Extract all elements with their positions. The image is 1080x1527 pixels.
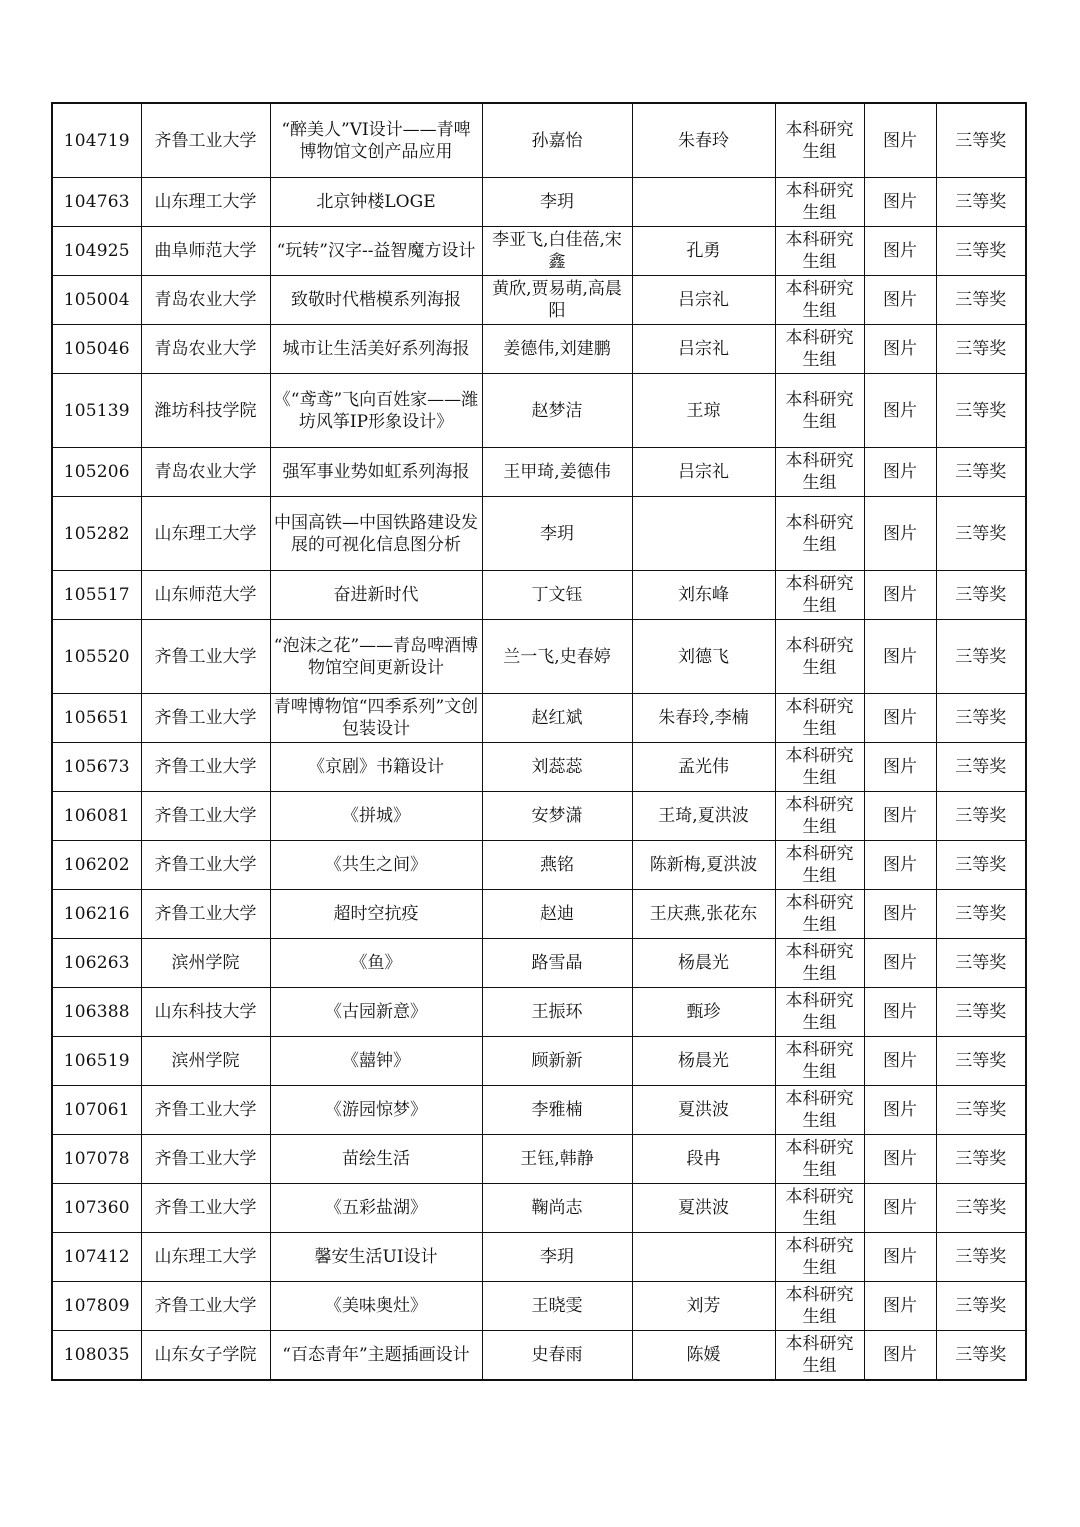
group-cell: 本科研究生组 (775, 227, 864, 276)
advisor-cell: 王琼 (632, 374, 775, 448)
award-id-cell: 106202 (52, 841, 141, 890)
table-row (52, 103, 1026, 178)
award-id-cell: 107412 (52, 1233, 141, 1282)
advisor-cell: 夏洪波 (632, 1184, 775, 1233)
group-cell: 本科研究生组 (775, 325, 864, 374)
award-level-cell: 三等奖 (936, 620, 1026, 694)
award-id-cell: 105004 (52, 276, 141, 325)
authors-cell: 李玥 (482, 1233, 632, 1282)
advisor-cell: 孟光伟 (632, 743, 775, 792)
work-title-cell: “玩转”汉字--益智魔方设计 (270, 227, 482, 276)
table-row (52, 325, 1026, 374)
group-cell: 本科研究生组 (775, 103, 864, 178)
category-cell: 图片 (864, 325, 936, 374)
advisor-cell: 刘德飞 (632, 620, 775, 694)
group-cell: 本科研究生组 (775, 1086, 864, 1135)
award-id-cell: 105520 (52, 620, 141, 694)
authors-cell: 刘蕊蕊 (482, 743, 632, 792)
award-id-cell: 104925 (52, 227, 141, 276)
category-cell: 图片 (864, 1331, 936, 1381)
school-cell: 滨州学院 (141, 1037, 270, 1086)
work-title-cell: “百态青年”主题插画设计 (270, 1331, 482, 1381)
work-title-cell: 《共生之间》 (270, 841, 482, 890)
category-cell: 图片 (864, 103, 936, 178)
table-row (52, 571, 1026, 620)
category-cell: 图片 (864, 1282, 936, 1331)
school-cell: 齐鲁工业大学 (141, 694, 270, 743)
award-level-cell: 三等奖 (936, 988, 1026, 1037)
category-cell: 图片 (864, 1184, 936, 1233)
category-cell: 图片 (864, 227, 936, 276)
award-level-cell: 三等奖 (936, 103, 1026, 178)
award-id-cell: 105206 (52, 448, 141, 497)
advisor-cell: 夏洪波 (632, 1086, 775, 1135)
table-row (52, 743, 1026, 792)
table-row (52, 1331, 1026, 1381)
award-level-cell: 三等奖 (936, 1184, 1026, 1233)
authors-cell: 王甲琦,姜德伟 (482, 448, 632, 497)
award-level-cell: 三等奖 (936, 325, 1026, 374)
group-cell: 本科研究生组 (775, 1331, 864, 1381)
award-id-cell: 105517 (52, 571, 141, 620)
school-cell: 齐鲁工业大学 (141, 620, 270, 694)
advisor-cell: 刘芳 (632, 1282, 775, 1331)
awards-table-body (52, 103, 1026, 1380)
group-cell: 本科研究生组 (775, 1282, 864, 1331)
authors-cell: 黄欣,贾易萌,高晨阳 (482, 276, 632, 325)
authors-cell: 李玥 (482, 497, 632, 571)
group-cell: 本科研究生组 (775, 374, 864, 448)
award-id-cell: 106263 (52, 939, 141, 988)
table-row (52, 374, 1026, 448)
award-level-cell: 三等奖 (936, 1331, 1026, 1381)
authors-cell: 丁文钰 (482, 571, 632, 620)
table-row (52, 620, 1026, 694)
authors-cell: 鞠尚志 (482, 1184, 632, 1233)
school-cell: 齐鲁工业大学 (141, 743, 270, 792)
work-title-cell: 苗绘生活 (270, 1135, 482, 1184)
authors-cell: 李亚飞,白佳蓓,宋鑫 (482, 227, 632, 276)
school-cell: 齐鲁工业大学 (141, 1135, 270, 1184)
work-title-cell: 馨安生活UI设计 (270, 1233, 482, 1282)
work-title-cell: 青啤博物馆“四季系列”文创包装设计 (270, 694, 482, 743)
school-cell: 滨州学院 (141, 939, 270, 988)
work-title-cell: “醉美人”VI设计——青啤博物馆文创产品应用 (270, 103, 482, 178)
advisor-cell (632, 178, 775, 227)
table-row (52, 1233, 1026, 1282)
advisor-cell: 孔勇 (632, 227, 775, 276)
award-id-cell: 104763 (52, 178, 141, 227)
advisor-cell: 杨晨光 (632, 939, 775, 988)
advisor-cell: 王庆燕,张花东 (632, 890, 775, 939)
authors-cell: 姜德伟,刘建鹏 (482, 325, 632, 374)
table-row (52, 1282, 1026, 1331)
work-title-cell: 奋进新时代 (270, 571, 482, 620)
work-title-cell: 《囍钟》 (270, 1037, 482, 1086)
table-row (52, 448, 1026, 497)
advisor-cell: 朱春玲 (632, 103, 775, 178)
group-cell: 本科研究生组 (775, 988, 864, 1037)
award-level-cell: 三等奖 (936, 1282, 1026, 1331)
table-row (52, 988, 1026, 1037)
group-cell: 本科研究生组 (775, 497, 864, 571)
advisor-cell: 吕宗礼 (632, 325, 775, 374)
authors-cell: 顾新新 (482, 1037, 632, 1086)
award-level-cell: 三等奖 (936, 694, 1026, 743)
group-cell: 本科研究生组 (775, 620, 864, 694)
group-cell: 本科研究生组 (775, 743, 864, 792)
category-cell: 图片 (864, 743, 936, 792)
category-cell: 图片 (864, 988, 936, 1037)
award-id-cell: 106519 (52, 1037, 141, 1086)
school-cell: 齐鲁工业大学 (141, 1184, 270, 1233)
table-row (52, 1037, 1026, 1086)
school-cell: 齐鲁工业大学 (141, 792, 270, 841)
category-cell: 图片 (864, 1135, 936, 1184)
category-cell: 图片 (864, 1233, 936, 1282)
authors-cell: 孙嘉怡 (482, 103, 632, 178)
school-cell: 青岛农业大学 (141, 276, 270, 325)
work-title-cell: 中国高铁—中国铁路建设发展的可视化信息图分析 (270, 497, 482, 571)
award-level-cell: 三等奖 (936, 1037, 1026, 1086)
advisor-cell: 朱春玲,李楠 (632, 694, 775, 743)
award-id-cell: 105282 (52, 497, 141, 571)
school-cell: 齐鲁工业大学 (141, 103, 270, 178)
work-title-cell: 北京钟楼LOGE (270, 178, 482, 227)
category-cell: 图片 (864, 374, 936, 448)
table-row (52, 694, 1026, 743)
group-cell: 本科研究生组 (775, 1184, 864, 1233)
advisor-cell: 王琦,夏洪波 (632, 792, 775, 841)
award-level-cell: 三等奖 (936, 1233, 1026, 1282)
category-cell: 图片 (864, 448, 936, 497)
award-id-cell: 105139 (52, 374, 141, 448)
category-cell: 图片 (864, 1086, 936, 1135)
award-level-cell: 三等奖 (936, 841, 1026, 890)
category-cell: 图片 (864, 178, 936, 227)
work-title-cell: 《古园新意》 (270, 988, 482, 1037)
group-cell: 本科研究生组 (775, 448, 864, 497)
school-cell: 曲阜师范大学 (141, 227, 270, 276)
advisor-cell: 吕宗礼 (632, 276, 775, 325)
work-title-cell: 《“鸢鸢”飞向百姓家——潍坊风筝IP形象设计》 (270, 374, 482, 448)
school-cell: 山东女子学院 (141, 1331, 270, 1381)
advisor-cell (632, 1233, 775, 1282)
school-cell: 山东理工大学 (141, 178, 270, 227)
work-title-cell: 《拼城》 (270, 792, 482, 841)
authors-cell: 路雪晶 (482, 939, 632, 988)
authors-cell: 王振环 (482, 988, 632, 1037)
work-title-cell: 致敬时代楷模系列海报 (270, 276, 482, 325)
authors-cell: 赵红斌 (482, 694, 632, 743)
school-cell: 山东师范大学 (141, 571, 270, 620)
table-row (52, 227, 1026, 276)
category-cell: 图片 (864, 694, 936, 743)
awards-table (51, 102, 1027, 1381)
school-cell: 齐鲁工业大学 (141, 841, 270, 890)
table-row (52, 792, 1026, 841)
authors-cell: 王晓雯 (482, 1282, 632, 1331)
award-level-cell: 三等奖 (936, 497, 1026, 571)
category-cell: 图片 (864, 841, 936, 890)
advisor-cell (632, 497, 775, 571)
award-id-cell: 104719 (52, 103, 141, 178)
table-row (52, 276, 1026, 325)
category-cell: 图片 (864, 792, 936, 841)
work-title-cell: “泡沫之花”——青岛啤酒博物馆空间更新设计 (270, 620, 482, 694)
award-level-cell: 三等奖 (936, 939, 1026, 988)
advisor-cell: 杨晨光 (632, 1037, 775, 1086)
award-level-cell: 三等奖 (936, 743, 1026, 792)
table-row (52, 1184, 1026, 1233)
award-id-cell: 106388 (52, 988, 141, 1037)
award-level-cell: 三等奖 (936, 374, 1026, 448)
group-cell: 本科研究生组 (775, 1135, 864, 1184)
school-cell: 青岛农业大学 (141, 325, 270, 374)
award-level-cell: 三等奖 (936, 571, 1026, 620)
group-cell: 本科研究生组 (775, 1037, 864, 1086)
authors-cell: 赵迪 (482, 890, 632, 939)
table-row (52, 178, 1026, 227)
work-title-cell: 《京剧》书籍设计 (270, 743, 482, 792)
award-id-cell: 107078 (52, 1135, 141, 1184)
authors-cell: 兰一飞,史春婷 (482, 620, 632, 694)
category-cell: 图片 (864, 890, 936, 939)
authors-cell: 李雅楠 (482, 1086, 632, 1135)
authors-cell: 赵梦洁 (482, 374, 632, 448)
group-cell: 本科研究生组 (775, 939, 864, 988)
award-id-cell: 107061 (52, 1086, 141, 1135)
table-row (52, 890, 1026, 939)
school-cell: 山东科技大学 (141, 988, 270, 1037)
award-level-cell: 三等奖 (936, 178, 1026, 227)
award-id-cell: 108035 (52, 1331, 141, 1381)
group-cell: 本科研究生组 (775, 571, 864, 620)
group-cell: 本科研究生组 (775, 890, 864, 939)
award-level-cell: 三等奖 (936, 792, 1026, 841)
group-cell: 本科研究生组 (775, 276, 864, 325)
advisor-cell: 甄珍 (632, 988, 775, 1037)
category-cell: 图片 (864, 276, 936, 325)
award-level-cell: 三等奖 (936, 890, 1026, 939)
group-cell: 本科研究生组 (775, 841, 864, 890)
table-row (52, 939, 1026, 988)
school-cell: 齐鲁工业大学 (141, 1086, 270, 1135)
school-cell: 山东理工大学 (141, 1233, 270, 1282)
authors-cell: 李玥 (482, 178, 632, 227)
category-cell: 图片 (864, 1037, 936, 1086)
award-level-cell: 三等奖 (936, 448, 1026, 497)
work-title-cell: 《美味奥灶》 (270, 1282, 482, 1331)
table-row (52, 1086, 1026, 1135)
award-level-cell: 三等奖 (936, 1086, 1026, 1135)
school-cell: 潍坊科技学院 (141, 374, 270, 448)
authors-cell: 安梦潇 (482, 792, 632, 841)
award-id-cell: 107809 (52, 1282, 141, 1331)
school-cell: 青岛农业大学 (141, 448, 270, 497)
award-level-cell: 三等奖 (936, 1135, 1026, 1184)
group-cell: 本科研究生组 (775, 178, 864, 227)
school-cell: 齐鲁工业大学 (141, 890, 270, 939)
authors-cell: 燕铭 (482, 841, 632, 890)
group-cell: 本科研究生组 (775, 694, 864, 743)
advisor-cell: 陈媛 (632, 1331, 775, 1381)
award-id-cell: 107360 (52, 1184, 141, 1233)
award-id-cell: 105651 (52, 694, 141, 743)
award-level-cell: 三等奖 (936, 227, 1026, 276)
work-title-cell: 超时空抗疫 (270, 890, 482, 939)
award-level-cell: 三等奖 (936, 276, 1026, 325)
group-cell: 本科研究生组 (775, 1233, 864, 1282)
table-row (52, 497, 1026, 571)
advisor-cell: 刘东峰 (632, 571, 775, 620)
authors-cell: 王钰,韩静 (482, 1135, 632, 1184)
category-cell: 图片 (864, 939, 936, 988)
award-id-cell: 105046 (52, 325, 141, 374)
group-cell: 本科研究生组 (775, 792, 864, 841)
school-cell: 山东理工大学 (141, 497, 270, 571)
authors-cell: 史春雨 (482, 1331, 632, 1381)
advisor-cell: 吕宗礼 (632, 448, 775, 497)
work-title-cell: 城市让生活美好系列海报 (270, 325, 482, 374)
award-id-cell: 105673 (52, 743, 141, 792)
advisor-cell: 陈新梅,夏洪波 (632, 841, 775, 890)
category-cell: 图片 (864, 497, 936, 571)
work-title-cell: 《鱼》 (270, 939, 482, 988)
table-row (52, 841, 1026, 890)
category-cell: 图片 (864, 620, 936, 694)
award-id-cell: 106216 (52, 890, 141, 939)
award-id-cell: 106081 (52, 792, 141, 841)
work-title-cell: 《五彩盐湖》 (270, 1184, 482, 1233)
advisor-cell: 段冉 (632, 1135, 775, 1184)
category-cell: 图片 (864, 571, 936, 620)
table-row (52, 1135, 1026, 1184)
work-title-cell: 《游园惊梦》 (270, 1086, 482, 1135)
work-title-cell: 强军事业势如虹系列海报 (270, 448, 482, 497)
school-cell: 齐鲁工业大学 (141, 1282, 270, 1331)
